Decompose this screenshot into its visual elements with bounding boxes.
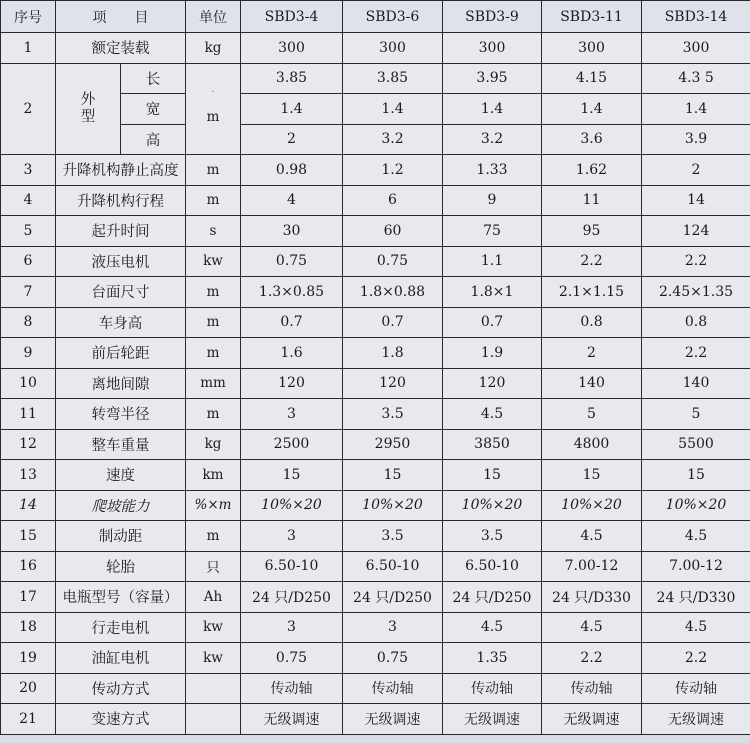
row-value: 0.75 xyxy=(241,246,343,277)
row-value: 1.62 xyxy=(542,155,642,186)
row-value: 4.5 xyxy=(542,521,642,552)
row-item: 升降机构行程 xyxy=(56,185,186,216)
table-row xyxy=(1,521,750,552)
header-model: SBD3-14 xyxy=(642,1,750,33)
row-value: 3.85 xyxy=(241,63,343,94)
row-value: 2 xyxy=(241,124,343,155)
header-model: SBD3-6 xyxy=(343,1,443,33)
row-item: 变速方式 xyxy=(56,704,186,735)
row-value: 2.1×1.15 xyxy=(542,277,642,308)
row-value: 3.2 xyxy=(343,124,443,155)
row-value: 24 只/D330 xyxy=(642,582,750,613)
row-unit: kg xyxy=(186,429,241,460)
row-value: 6.50-10 xyxy=(443,551,542,582)
row-item: 电瓶型号（容量） xyxy=(56,582,186,613)
row-value: 75 xyxy=(443,216,542,247)
row-value: 无级调速 xyxy=(343,704,443,735)
row-item: 起升时间 xyxy=(56,216,186,247)
row-index: 5 xyxy=(1,216,56,247)
row-unit: m xyxy=(186,155,241,186)
row-value: 4.5 xyxy=(642,521,750,552)
row-item-line: 外 xyxy=(80,92,96,109)
table-row xyxy=(1,551,750,582)
row-value: 0.75 xyxy=(343,643,443,674)
row-item: 油缸电机 xyxy=(56,643,186,674)
row-index: 2 xyxy=(1,63,56,155)
row-value: 300 xyxy=(542,33,642,64)
row-value: 124 xyxy=(642,216,750,247)
row-value: 3.5 xyxy=(443,521,542,552)
row-item-group xyxy=(56,63,121,155)
row-unit: m xyxy=(186,185,241,216)
row-value: 0.7 xyxy=(241,307,343,338)
row-value: 7.00-12 xyxy=(542,551,642,582)
row-value: 140 xyxy=(642,368,750,399)
row-index: 21 xyxy=(1,704,56,735)
row-value: 10%×20 xyxy=(443,490,542,521)
header-index: 序号 xyxy=(1,1,56,33)
row-value: 3 xyxy=(241,612,343,643)
row-value: 5500 xyxy=(642,429,750,460)
row-index: 17 xyxy=(1,582,56,613)
row-unit: kg xyxy=(186,33,241,64)
row-index: 19 xyxy=(1,643,56,674)
row-value: 300 xyxy=(343,33,443,64)
row-unit: 只 xyxy=(186,551,241,582)
table-row xyxy=(1,155,750,186)
row-value: 3 xyxy=(343,612,443,643)
row-unit xyxy=(186,63,241,155)
row-index: 20 xyxy=(1,673,56,704)
row-index: 3 xyxy=(1,155,56,186)
row-value: 24 只/D250 xyxy=(241,582,343,613)
row-value: 0.75 xyxy=(343,246,443,277)
row-value: 0.8 xyxy=(542,307,642,338)
row-unit: m xyxy=(186,521,241,552)
row-unit xyxy=(186,704,241,735)
row-value: 传动轴 xyxy=(542,673,642,704)
row-value: 2.2 xyxy=(642,643,750,674)
row-value: 传动轴 xyxy=(443,673,542,704)
row-value: 3.6 xyxy=(542,124,642,155)
row-value: 6 xyxy=(343,185,443,216)
unit-mark: · xyxy=(211,86,215,98)
row-value: 1.4 xyxy=(241,94,343,125)
row-item: 台面尺寸 xyxy=(56,277,186,308)
row-value: 5 xyxy=(542,399,642,430)
table-row xyxy=(1,63,750,94)
row-value: 95 xyxy=(542,216,642,247)
table-row xyxy=(1,216,750,247)
row-value: 3.5 xyxy=(343,521,443,552)
row-value: 4.15 xyxy=(542,63,642,94)
row-value: 传动轴 xyxy=(343,673,443,704)
row-item-line: 型 xyxy=(80,108,96,125)
row-index: 6 xyxy=(1,246,56,277)
row-value: 1.1 xyxy=(443,246,542,277)
row-value: 10%×20 xyxy=(542,490,642,521)
header-unit: 单位 xyxy=(186,1,241,33)
row-value: 3 xyxy=(241,521,343,552)
row-value: 0.75 xyxy=(241,643,343,674)
row-unit: kw xyxy=(186,246,241,277)
row-value: 1.2 xyxy=(343,155,443,186)
row-unit: m xyxy=(186,338,241,369)
row-value: 5 xyxy=(642,399,750,430)
row-unit: %×m xyxy=(186,490,241,521)
row-value: 2 xyxy=(642,155,750,186)
table-row xyxy=(1,490,750,521)
row-value: 11 xyxy=(542,185,642,216)
table-row xyxy=(1,277,750,308)
row-value: 3.2 xyxy=(443,124,542,155)
row-value: 24 只/D250 xyxy=(343,582,443,613)
row-value: 300 xyxy=(642,33,750,64)
row-value: 15 xyxy=(343,460,443,491)
table-row xyxy=(1,338,750,369)
row-item: 制动距 xyxy=(56,521,186,552)
row-index: 9 xyxy=(1,338,56,369)
row-value: 传动轴 xyxy=(241,673,343,704)
row-value: 3.95 xyxy=(443,63,542,94)
row-value: 10%×20 xyxy=(642,490,750,521)
row-value: 4.5 xyxy=(642,612,750,643)
row-item: 升降机构静止高度 xyxy=(56,155,186,186)
row-value: 无级调速 xyxy=(241,704,343,735)
row-value: 1.8×1 xyxy=(443,277,542,308)
row-value: 15 xyxy=(443,460,542,491)
row-item: 转弯半径 xyxy=(56,399,186,430)
row-value: 6.50-10 xyxy=(241,551,343,582)
row-index: 12 xyxy=(1,429,56,460)
row-value: 1.4 xyxy=(343,94,443,125)
table-row xyxy=(1,582,750,613)
row-value: 2950 xyxy=(343,429,443,460)
row-unit: kw xyxy=(186,643,241,674)
table-row xyxy=(1,185,750,216)
row-index: 18 xyxy=(1,612,56,643)
row-value: 120 xyxy=(443,368,542,399)
row-item: 前后轮距 xyxy=(56,338,186,369)
row-item: 行走电机 xyxy=(56,612,186,643)
header-model: SBD3-11 xyxy=(542,1,642,33)
row-value: 4.5 xyxy=(443,612,542,643)
row-subitem: 宽 xyxy=(121,94,186,125)
row-index: 10 xyxy=(1,368,56,399)
row-value: 传动轴 xyxy=(642,673,750,704)
row-value: 2 xyxy=(542,338,642,369)
row-unit: m xyxy=(186,399,241,430)
row-unit: km xyxy=(186,460,241,491)
row-value: 24 只/D250 xyxy=(443,582,542,613)
row-index: 15 xyxy=(1,521,56,552)
table-row xyxy=(1,704,750,735)
row-value: 300 xyxy=(443,33,542,64)
row-item: 车身高 xyxy=(56,307,186,338)
row-value: 1.4 xyxy=(542,94,642,125)
table-row xyxy=(1,246,750,277)
row-index: 4 xyxy=(1,185,56,216)
row-value: 10%×20 xyxy=(343,490,443,521)
row-value: 4.5 xyxy=(542,612,642,643)
row-value: 3.85 xyxy=(343,63,443,94)
row-value: 4.3 5 xyxy=(642,63,750,94)
unit-text: m xyxy=(206,108,220,125)
row-item: 轮胎 xyxy=(56,551,186,582)
row-value: 1.8×0.88 xyxy=(343,277,443,308)
row-value: 300 xyxy=(241,33,343,64)
row-value: 2500 xyxy=(241,429,343,460)
row-index: 13 xyxy=(1,460,56,491)
table-row xyxy=(1,643,750,674)
row-value: 无级调速 xyxy=(542,704,642,735)
row-value: 3.9 xyxy=(642,124,750,155)
row-value: 3.5 xyxy=(343,399,443,430)
header-model: SBD3-9 xyxy=(443,1,542,33)
row-value: 2.2 xyxy=(542,246,642,277)
row-unit: Ah xyxy=(186,582,241,613)
row-index: 11 xyxy=(1,399,56,430)
row-value: 120 xyxy=(241,368,343,399)
row-unit: m xyxy=(186,307,241,338)
row-index: 14 xyxy=(1,490,56,521)
row-value: 60 xyxy=(343,216,443,247)
table-row xyxy=(1,429,750,460)
row-value: 15 xyxy=(542,460,642,491)
row-value: 4 xyxy=(241,185,343,216)
row-value: 2.2 xyxy=(542,643,642,674)
row-value: 2.45×1.35 xyxy=(642,277,750,308)
row-value: 2.2 xyxy=(642,246,750,277)
table-row xyxy=(1,368,750,399)
table-row xyxy=(1,33,750,64)
row-index: 8 xyxy=(1,307,56,338)
header-row xyxy=(1,1,750,33)
row-value: 120 xyxy=(343,368,443,399)
row-value: 4.5 xyxy=(443,399,542,430)
row-value: 9 xyxy=(443,185,542,216)
row-value: 10%×20 xyxy=(241,490,343,521)
row-value: 0.7 xyxy=(343,307,443,338)
row-item: 整车重量 xyxy=(56,429,186,460)
table-row xyxy=(1,399,750,430)
row-value: 6.50-10 xyxy=(343,551,443,582)
row-item: 爬坡能力 xyxy=(56,490,186,521)
row-value: 1.6 xyxy=(241,338,343,369)
row-item: 离地间隙 xyxy=(56,368,186,399)
row-value: 1.8 xyxy=(343,338,443,369)
table-row xyxy=(1,673,750,704)
row-value: 0.8 xyxy=(642,307,750,338)
row-index: 16 xyxy=(1,551,56,582)
row-unit: kw xyxy=(186,612,241,643)
row-value: 140 xyxy=(542,368,642,399)
header-model: SBD3-4 xyxy=(241,1,343,33)
row-value: 无级调速 xyxy=(642,704,750,735)
row-unit: s xyxy=(186,216,241,247)
row-item: 速度 xyxy=(56,460,186,491)
row-item: 液压电机 xyxy=(56,246,186,277)
row-value: 4800 xyxy=(542,429,642,460)
row-value: 1.35 xyxy=(443,643,542,674)
row-unit: mm xyxy=(186,368,241,399)
header-item: 项 目 xyxy=(56,1,186,33)
row-value: 0.7 xyxy=(443,307,542,338)
row-value: 1.4 xyxy=(443,94,542,125)
table-row xyxy=(1,612,750,643)
row-value: 7.00-12 xyxy=(642,551,750,582)
row-value: 1.9 xyxy=(443,338,542,369)
row-value: 24 只/D330 xyxy=(542,582,642,613)
row-value: 1.33 xyxy=(443,155,542,186)
row-value: 3 xyxy=(241,399,343,430)
row-index: 1 xyxy=(1,33,56,64)
row-value: 1.3×0.85 xyxy=(241,277,343,308)
row-value: 15 xyxy=(642,460,750,491)
row-value: 30 xyxy=(241,216,343,247)
row-index: 7 xyxy=(1,277,56,308)
table-row xyxy=(1,460,750,491)
row-value: 3850 xyxy=(443,429,542,460)
row-value: 15 xyxy=(241,460,343,491)
row-value: 无级调速 xyxy=(443,704,542,735)
row-item: 额定装载 xyxy=(56,33,186,64)
row-value: 0.98 xyxy=(241,155,343,186)
row-subitem: 长 xyxy=(121,63,186,94)
row-item: 传动方式 xyxy=(56,673,186,704)
row-subitem: 高 xyxy=(121,124,186,155)
row-value: 14 xyxy=(642,185,750,216)
row-value: 2.2 xyxy=(642,338,750,369)
table-row xyxy=(1,307,750,338)
row-unit xyxy=(186,673,241,704)
row-unit: m xyxy=(186,277,241,308)
row-value: 1.4 xyxy=(642,94,750,125)
